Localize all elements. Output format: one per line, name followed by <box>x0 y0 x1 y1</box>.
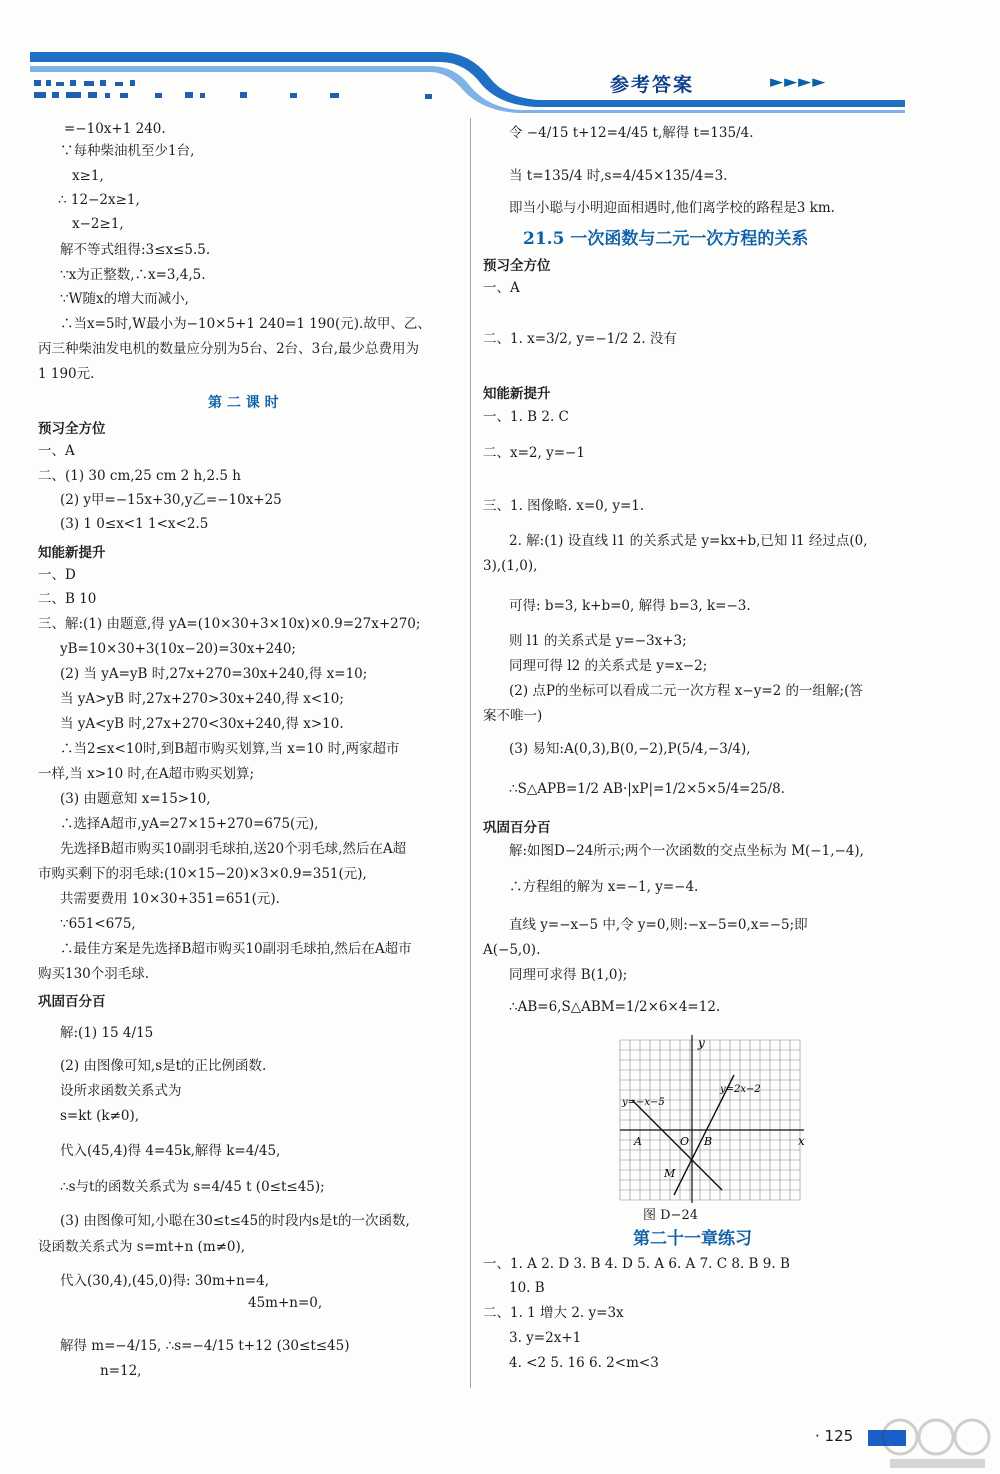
text-line: (2) 点P的坐标可以看成二元一次方程 x−y=2 的一组解;(答 <box>509 683 863 699</box>
text-line: 4. <2 5. 16 6. 2<m<3 <box>509 1355 659 1371</box>
text-line: ∴AB=6,S△ABM=1/2×6×4=12. <box>509 999 721 1015</box>
text-line: 二、x=2, y=−1 <box>483 445 585 461</box>
text-line: 一、1. B 2. C <box>483 409 569 425</box>
grid <box>620 1040 800 1200</box>
text-line: ∴ 12−2x≥1, <box>58 192 140 208</box>
text-line: 二、1. 1 增大 2. y=3x <box>483 1305 624 1321</box>
text-line: 二、(1) 30 cm,25 cm 2 h,2.5 h <box>38 468 241 484</box>
section-heading: 巩固百分百 <box>483 820 551 836</box>
point-m-label: M <box>664 1167 676 1180</box>
line-label-2x-2: y=2x−2 <box>720 1084 761 1095</box>
point-b-label: B <box>704 1135 713 1148</box>
text-line: 解:如图D−24所示;两个一次函数的交点坐标为 M(−1,−4), <box>509 843 864 859</box>
header-arrows: ►►►► <box>770 72 827 92</box>
text-line: 三、解:(1) 由题意,得 yA=(10×30+3×10x)×0.9=27x+270; <box>38 616 421 632</box>
text-line: x−2≥1, <box>72 216 124 232</box>
text-line: 一、A <box>38 443 75 459</box>
text-line: 1 190元. <box>38 366 95 382</box>
text-line: ∵每种柴油机至少1台, <box>60 143 195 159</box>
text-line: 一样,当 x>10 时,在A超市购买划算; <box>38 766 255 782</box>
text-line: 共需要费用 10×30+351=651(元). <box>60 891 280 907</box>
text-line: ∴方程组的解为 x=−1, y=−4. <box>509 879 699 895</box>
text-line: 解:(1) 15 4/15 <box>60 1025 154 1041</box>
text-line: x≥1, <box>72 168 104 184</box>
text-line: 3),(1,0), <box>483 558 538 574</box>
function-graph <box>612 1025 812 1210</box>
text-line: 二、1. x=3/2, y=−1/2 2. 没有 <box>483 331 677 347</box>
text-line: (3) 由题意知 x=15>10, <box>60 791 211 807</box>
text-line: 先选择B超市购买10副羽毛球拍,送20个羽毛球,然后在A超 <box>60 841 407 857</box>
text-line: 当 yA>yB 时,27x+270>30x+240,得 x<10; <box>60 691 344 707</box>
text-line: (3) 易知:A(0,3),B(0,−2),P(5/4,−3/4), <box>509 741 751 757</box>
text-line: 一、D <box>38 567 76 583</box>
text-line: n=12, <box>100 1363 142 1379</box>
text-line: 2. 解:(1) 设直线 l1 的关系式是 y=kx+b,已知 l1 经过点(0, <box>509 533 868 549</box>
text-line: 当 yA<yB 时,27x+270<30x+240,得 x>10. <box>60 716 344 732</box>
text-line: (2) y甲=−15x+30,y乙=−10x+25 <box>60 492 282 508</box>
text-line: 代入(45,4)得 4=45k,解得 k=4/45, <box>60 1143 281 1159</box>
text-line: 一、A <box>483 280 520 296</box>
section-title: 21.5 一次函数与二元一次方程的关系 <box>523 229 809 249</box>
text-line: 同理可求得 B(1,0); <box>509 967 628 983</box>
column-divider <box>470 118 471 1388</box>
page-number: · 125 <box>815 1427 854 1445</box>
text-line: ∵W随x的增大而减小, <box>60 291 189 307</box>
text-line: 即当小聪与小明迎面相遇时,他们离学校的路程是3 km. <box>509 200 835 216</box>
header-banner <box>0 0 1000 120</box>
text-line: 解得 m=−4/15, ∴s=−4/15 t+12 (30≤t≤45) <box>60 1338 350 1354</box>
text-line: 设所求函数关系式为 <box>60 1083 182 1099</box>
text-line: 直线 y=−x−5 中,令 y=0,则:−x−5=0,x=−5;即 <box>509 917 808 933</box>
section-heading: 知能新提升 <box>483 386 551 402</box>
text-line: 代入(30,4),(45,0)得: 30m+n=4, <box>60 1273 269 1289</box>
text-line: yB=10×30+3(10x−20)=30x+240; <box>60 641 296 657</box>
text-line: A(−5,0). <box>483 942 541 958</box>
text-line: ∵x为正整数,∴x=3,4,5. <box>60 267 206 283</box>
point-a-label: A <box>634 1135 642 1148</box>
section-heading: 知能新提升 <box>38 545 106 561</box>
text-line: ∴选择A超市,yA=27×15+270=675(元), <box>60 816 319 832</box>
text-line: 10. B <box>509 1280 545 1296</box>
text-line: ∵651<675, <box>60 916 136 932</box>
figure-caption: 图 D−24 <box>643 1208 698 1223</box>
x-axis-label: x <box>798 1134 805 1148</box>
text-line: 45m+n=0, <box>248 1295 323 1311</box>
text-line: (3) 由图像可知,小聪在30≤t≤45的时段内s是t的一次函数, <box>60 1213 410 1229</box>
text-line: ∴当x=5时,W最小为−10×5+1 240=1 190(元).故甲、乙、 <box>60 316 431 332</box>
page-header <box>0 0 1000 120</box>
y-axis-label: y <box>698 1036 705 1050</box>
text-line: ∴当2≤x<10时,到B超市购买划算,当 x=10 时,两家超市 <box>60 741 400 757</box>
text-line: s=kt (k≠0), <box>60 1108 140 1124</box>
text-line: 二、B 10 <box>38 591 97 607</box>
text-line: 解不等式组得:3≤x≤5.5. <box>60 242 211 258</box>
section-heading: 预习全方位 <box>38 421 106 437</box>
text-line: 市购买剩下的羽毛球:(10×15−20)×3×0.9=351(元), <box>38 866 367 882</box>
text-line: (3) 1 0≤x<1 1<x<2.5 <box>60 516 209 532</box>
text-line: 设函数关系式为 s=mt+n (m≠0), <box>38 1239 246 1255</box>
text-line: 购买130个羽毛球. <box>38 966 150 982</box>
text-line: 丙三种柴油发电机的数量应分别为5台、2台、3台,最少总费用为 <box>38 341 420 357</box>
text-line: ∴s与t的函数关系式为 s=4/45 t (0≤t≤45); <box>60 1179 325 1195</box>
watermark-logo <box>880 1415 995 1470</box>
text-line: 三、1. 图像略. x=0, y=1. <box>483 498 645 514</box>
text-line: 同理可得 l2 的关系式是 y=x−2; <box>509 658 708 674</box>
line-label-neg-x-5: y=−x−5 <box>622 1097 665 1108</box>
subsection-title: 第 二 课 时 <box>208 395 279 411</box>
text-line: =−10x+1 240. <box>64 121 166 137</box>
text-line: 令 −4/15 t+12=4/45 t,解得 t=135/4. <box>509 125 754 141</box>
header-title: 参考答案 <box>610 74 695 96</box>
text-line: 案不唯一) <box>483 708 543 724</box>
text-line: 可得: b=3, k+b=0, 解得 b=3, k=−3. <box>509 598 751 614</box>
section-heading: 巩固百分百 <box>38 994 106 1010</box>
text-line: ∴S△APB=1/2 AB·|xP|=1/2×5×5/4=25/8. <box>509 781 785 797</box>
text-line: ∴最佳方案是先选择B超市购买10副羽毛球拍,然后在A超市 <box>60 941 412 957</box>
text-line: 3. y=2x+1 <box>509 1330 582 1346</box>
chapter-exercise-title: 第二十一章练习 <box>633 1229 752 1249</box>
text-line: 当 t=135/4 时,s=4/45×135/4=3. <box>509 168 728 184</box>
text-line: 一、1. A 2. D 3. B 4. D 5. A 6. A 7. C 8. B 9. B <box>483 1256 790 1272</box>
text-line: 则 l1 的关系式是 y=−3x+3; <box>509 633 687 649</box>
text-line: (2) 当 yA=yB 时,27x+270=30x+240,得 x=10; <box>60 666 368 682</box>
section-heading: 预习全方位 <box>483 258 551 274</box>
text-line: (2) 由图像可知,s是t的正比例函数. <box>60 1058 267 1074</box>
origin-label: O <box>680 1135 690 1148</box>
